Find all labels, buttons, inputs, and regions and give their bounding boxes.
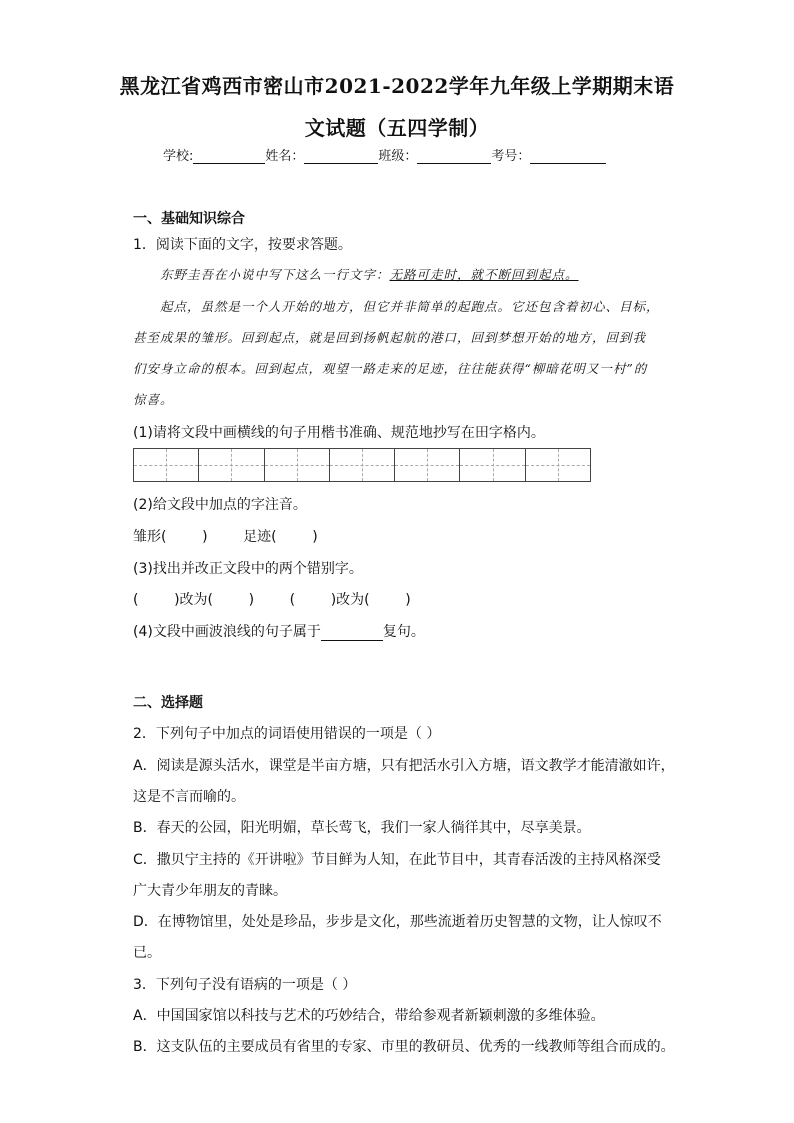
q3-stem: 3．下列句子没有语病的一项是（ ）: [133, 977, 357, 993]
q2-option-d-line1: D．在博物馆里，处处是珍品，步步是文化，那些流逝着历史智慧的文物，让人惊叹不: [133, 914, 662, 930]
grid-cell[interactable]: [134, 449, 199, 481]
passage-line-1-text: 东野圭吾在小说中写下这么一行文字：: [160, 267, 390, 282]
page-title-line2: 文试题（五四学制）: [304, 116, 490, 140]
sub-question-2-answers: 雏形( ) 足迹( ): [133, 529, 318, 545]
section2-heading: 二、选择题: [133, 695, 203, 711]
q2-option-c-line1: C．撒贝宁主持的《开讲啦》节目鲜为人知，在此节目中，其青春活泼的主持风格深受: [133, 852, 661, 868]
grid-cell[interactable]: [330, 449, 395, 481]
school-blank[interactable]: [193, 149, 265, 164]
q2-option-d-line2: 已。: [133, 945, 161, 961]
id-label: 考号：: [491, 149, 531, 164]
q1-stem: 1．阅读下面的文字，按要求答题。: [133, 237, 352, 253]
grid-cell[interactable]: [199, 449, 264, 481]
q2-option-a-line1: A．阅读是源头活水，课堂是半亩方塘，只有把活水引入方塘，语文教学才能清澈如许，: [133, 758, 675, 774]
sub-question-3: (3)找出并改正文段中的两个错别字。: [133, 561, 363, 577]
passage-line-2: 起点，虽然是一个人开始的地方，但它并非简单的起跑点。它还包含着初心、目标，: [160, 299, 660, 314]
sub-question-4-text: (4)文段中画波浪线的句子属于: [133, 624, 321, 640]
name-label: 姓名：: [265, 149, 305, 164]
underlined-sentence: 无路可走时，就不断回到起点。: [389, 267, 579, 282]
q2-option-c-line2: 广大青少年朋友的青睐。: [133, 883, 287, 899]
page-title-line1: 黑龙江省鸡西市密山市2021-2022学年九年级上学期期末语: [119, 74, 675, 98]
sub-question-1: (1)请将文段中画横线的句子用楷书准确、规范地抄写在田字格内。: [133, 425, 545, 441]
sub-question-4-blank[interactable]: [321, 626, 383, 641]
grid-cell[interactable]: [526, 449, 590, 481]
grid-cell[interactable]: [460, 449, 525, 481]
class-blank[interactable]: [417, 149, 491, 164]
grid-cell[interactable]: [395, 449, 460, 481]
q3-option-b: B．这支队伍的主要成员有省里的专家、市里的教研员、优秀的一线教师等组合而成的。: [133, 1039, 675, 1055]
q2-option-a-line2: 这是不言而喻的。: [133, 789, 245, 805]
tianzige-grid[interactable]: [133, 448, 591, 482]
grid-cell[interactable]: [265, 449, 330, 481]
name-blank[interactable]: [304, 149, 378, 164]
sub-question-2: (2)给文段中加点的字注音。: [133, 497, 307, 513]
passage-line-3: 甚至成果的雏形。回到起点，就是回到扬帆起航的港口，回到梦想开始的地方，回到我: [133, 330, 647, 345]
school-label: 学校:: [163, 149, 194, 164]
passage-line-1: [160, 265, 579, 283]
class-label: 班级：: [378, 149, 418, 164]
q2-option-b: B．春天的公园，阳光明媚，草长莺飞，我们一家人徜徉其中，尽享美景。: [133, 820, 591, 836]
sub-question-4: [133, 621, 425, 641]
q2-stem: 2．下列句子中加点的词语使用错误的一项是（ ）: [133, 726, 441, 742]
student-info-line: [163, 145, 606, 164]
section1-heading: 一、基础知识综合: [133, 211, 245, 227]
q3-option-a: A．中国国家馆以科技与艺术的巧妙结合，带给参观者新颖刺激的多维体验。: [133, 1008, 605, 1024]
id-blank[interactable]: [530, 149, 606, 164]
sub-question-4-suffix: 复句。: [382, 624, 425, 640]
sub-question-3-answers: ( )改为( ) ( )改为( ): [133, 592, 411, 608]
passage-line-5: 惊喜。: [133, 392, 174, 407]
passage-line-4: 们安身立命的根本。回到起点，观望一路走来的足迹，往往能获得“柳暗花明又一村”的: [133, 361, 648, 376]
